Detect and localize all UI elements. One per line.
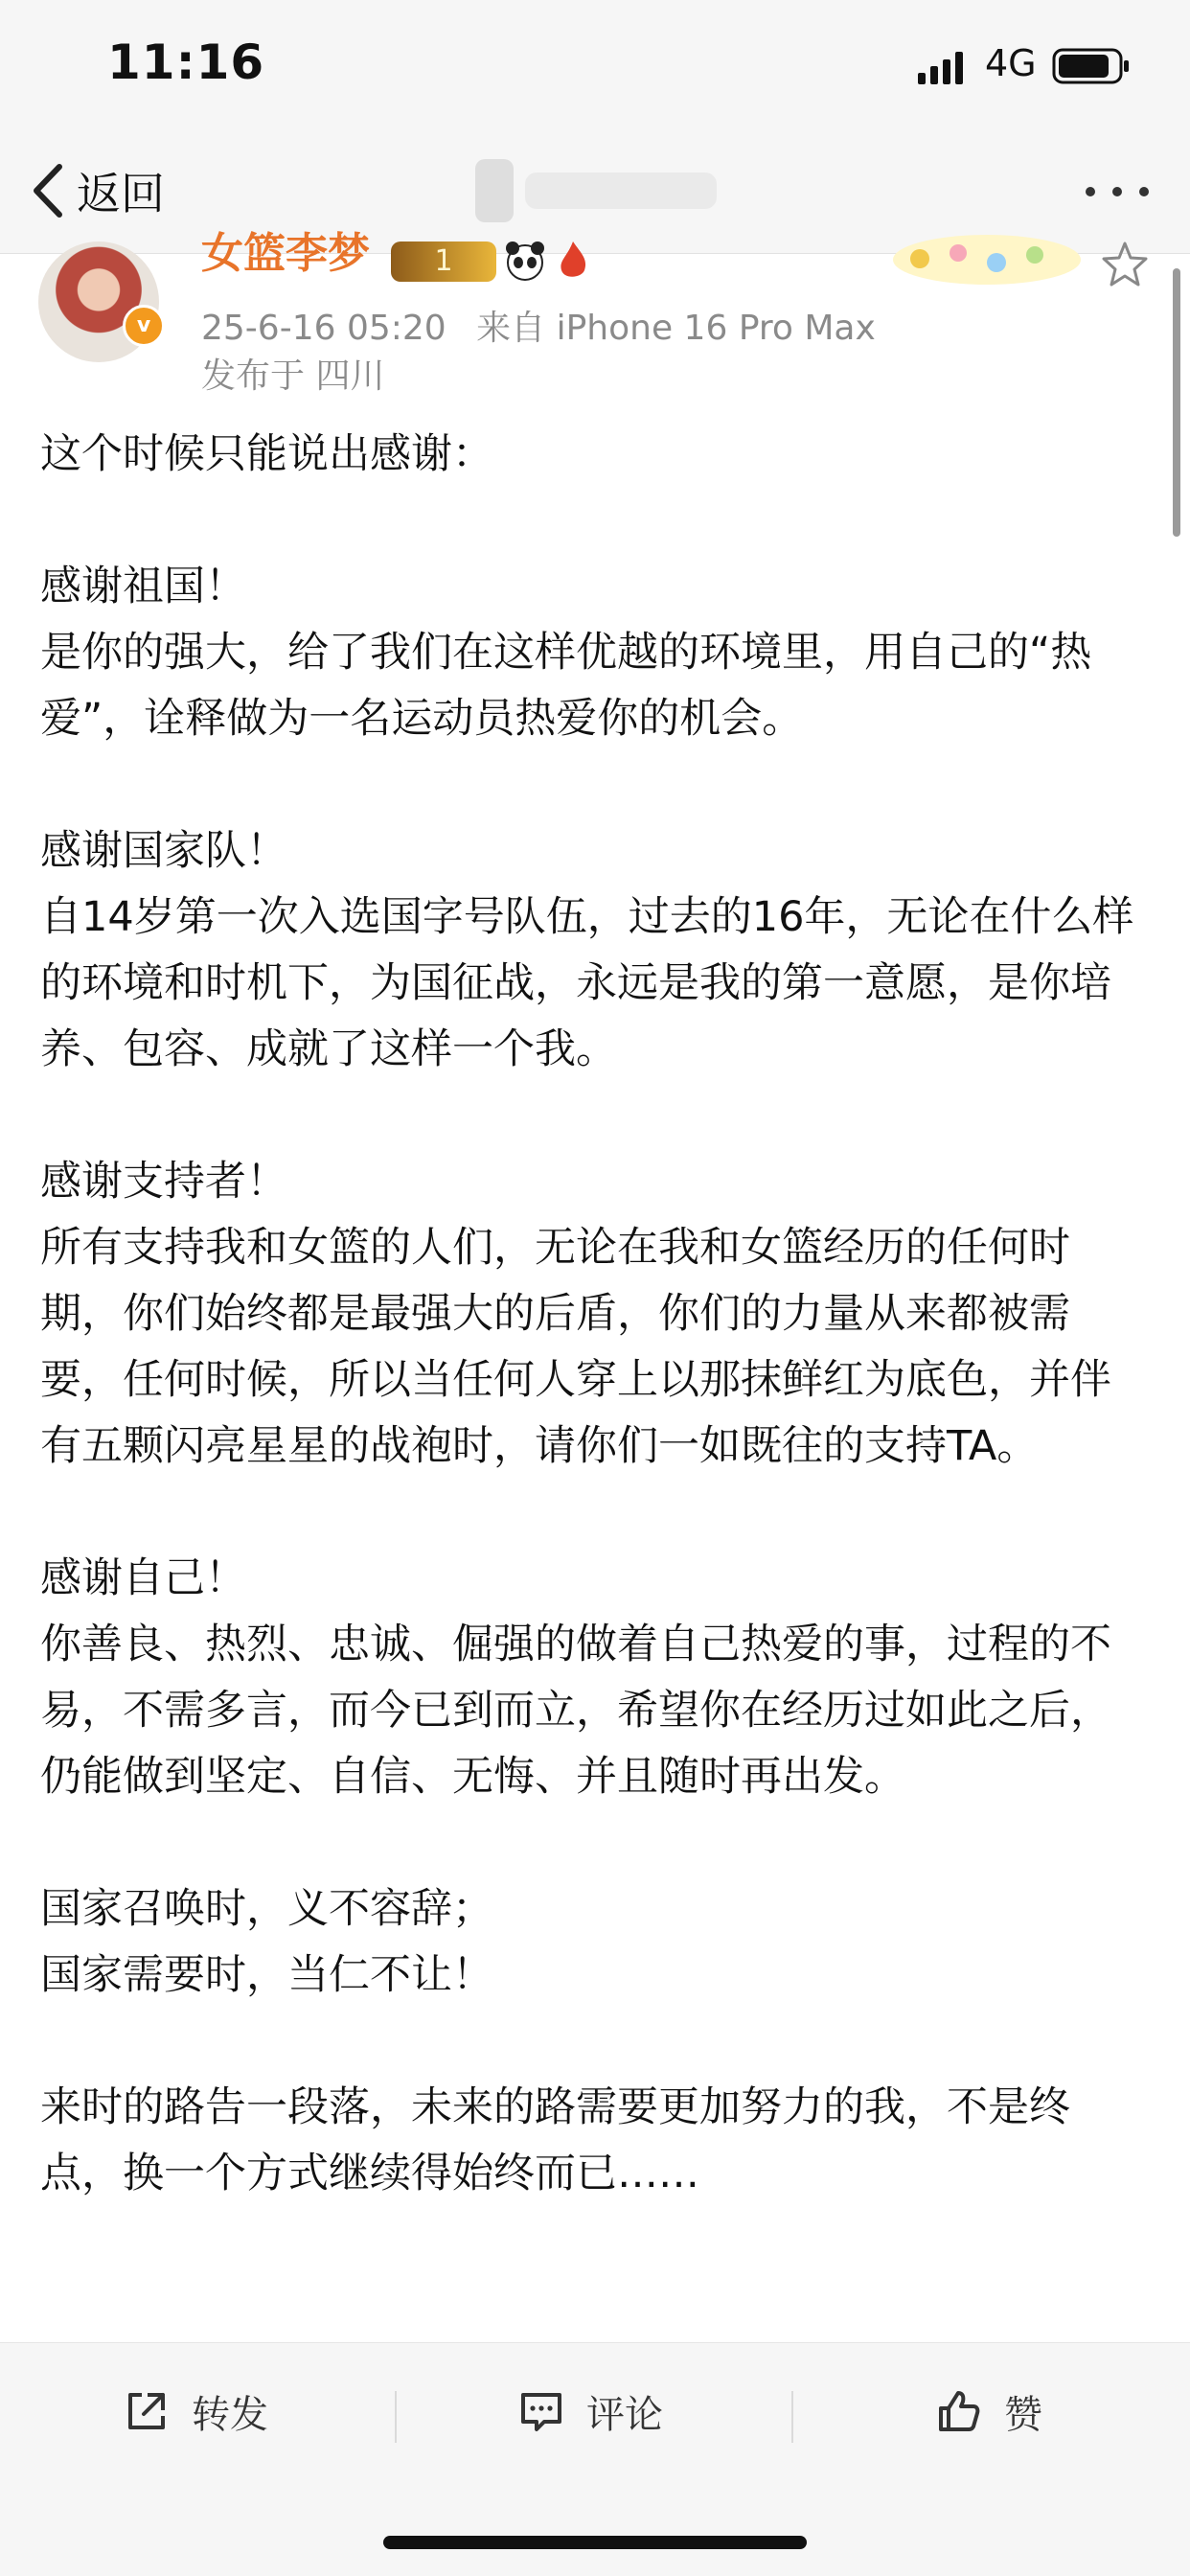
star-outline-icon[interactable] xyxy=(1100,240,1150,289)
rank-badge: 1 xyxy=(391,242,496,282)
post-content xyxy=(40,422,1152,2207)
back-button[interactable] xyxy=(29,157,165,224)
verified-badge-icon: v xyxy=(123,305,165,347)
scroll-indicator[interactable] xyxy=(1173,268,1180,537)
thumbs-up-icon xyxy=(935,2387,983,2435)
network-type: 4G xyxy=(985,42,1037,84)
author-name[interactable]: 女篮李梦 xyxy=(201,229,370,278)
post-location: 发布于 四川 xyxy=(201,356,385,396)
like-label: 赞 xyxy=(1004,2392,1042,2437)
decoration-banner-icon xyxy=(891,230,1083,289)
share-out-icon xyxy=(123,2387,171,2435)
back-label: 返回 xyxy=(77,168,165,219)
repost-label: 转发 xyxy=(192,2392,268,2437)
comment-label: 评论 xyxy=(586,2392,663,2437)
post-paragraph: 感谢国家队！ 自14岁第一次入选国字号队伍，过去的16年，无论在什么样的环境和时机下，为国征战，永远是我的第一意愿，是你培养、包容、成就了这样一个我。 xyxy=(40,827,1134,1073)
paragraph-gap xyxy=(40,1083,1152,1149)
blurred-logo-icon xyxy=(468,153,726,228)
post-source: 来自 iPhone 16 Pro Max xyxy=(476,309,876,348)
comment-button[interactable] xyxy=(517,2378,663,2445)
paragraph-gap xyxy=(40,488,1152,554)
status-bar xyxy=(0,0,1190,134)
signal-icon xyxy=(918,52,964,84)
chevron-left-icon xyxy=(29,161,67,220)
panda-badge-icon xyxy=(504,240,546,282)
post-paragraph: 感谢支持者！ 所有支持我和女篮的人们，无论在我和女篮经历的任何时期，你们始终都是最强大的后盾，你们的力量从来都被需要，任何时候，所以当任何人穿上以那抹鲜红为底色，并伴有五颗闪亮星星的战袍时，请你们一如既往的支持TA。 xyxy=(40,1158,1111,1470)
paragraph-gap xyxy=(40,1480,1152,1546)
post-paragraph: 感谢祖国！ 是你的强大，给了我们在这样优越的环境里，用自己的“热爱”，诠释做为一名运动员热爱你的机会。 xyxy=(40,563,1092,743)
battery-icon xyxy=(1052,48,1131,84)
like-button[interactable] xyxy=(935,2378,1042,2445)
comment-bubble-icon xyxy=(517,2387,565,2435)
post-paragraph: 这个时候只能说出感谢： xyxy=(40,430,493,478)
paragraph-gap xyxy=(40,1810,1152,1876)
paragraph-gap xyxy=(40,752,1152,818)
repost-button[interactable] xyxy=(123,2378,268,2445)
post-paragraph: 感谢自己！ 你善良、热烈、忠诚、倔强的做着自己热爱的事，过程的不易，不需多言，而今已到而立，希望你在经历过如此之后，仍能做到坚定、自信、无悔、并且随时再出发。 xyxy=(40,1554,1111,1801)
post-timestamp: 25-6-16 05:20 xyxy=(201,309,446,348)
fire-badge-icon xyxy=(556,240,590,282)
post-meta xyxy=(201,301,895,350)
post-paragraph: 国家召唤时，义不容辞； 国家需要时，当仁不让！ xyxy=(40,1885,493,1999)
status-time: 11:16 xyxy=(107,34,265,90)
paragraph-gap xyxy=(40,2009,1152,2075)
more-dots-icon[interactable] xyxy=(1079,172,1156,211)
divider xyxy=(791,2391,793,2443)
divider xyxy=(395,2391,397,2443)
post-paragraph: 来时的路告一段落，未来的路需要更加努力的我，不是终点，换一个方式继续得始终而已…… xyxy=(40,2083,1070,2197)
home-indicator[interactable] xyxy=(383,2536,807,2549)
